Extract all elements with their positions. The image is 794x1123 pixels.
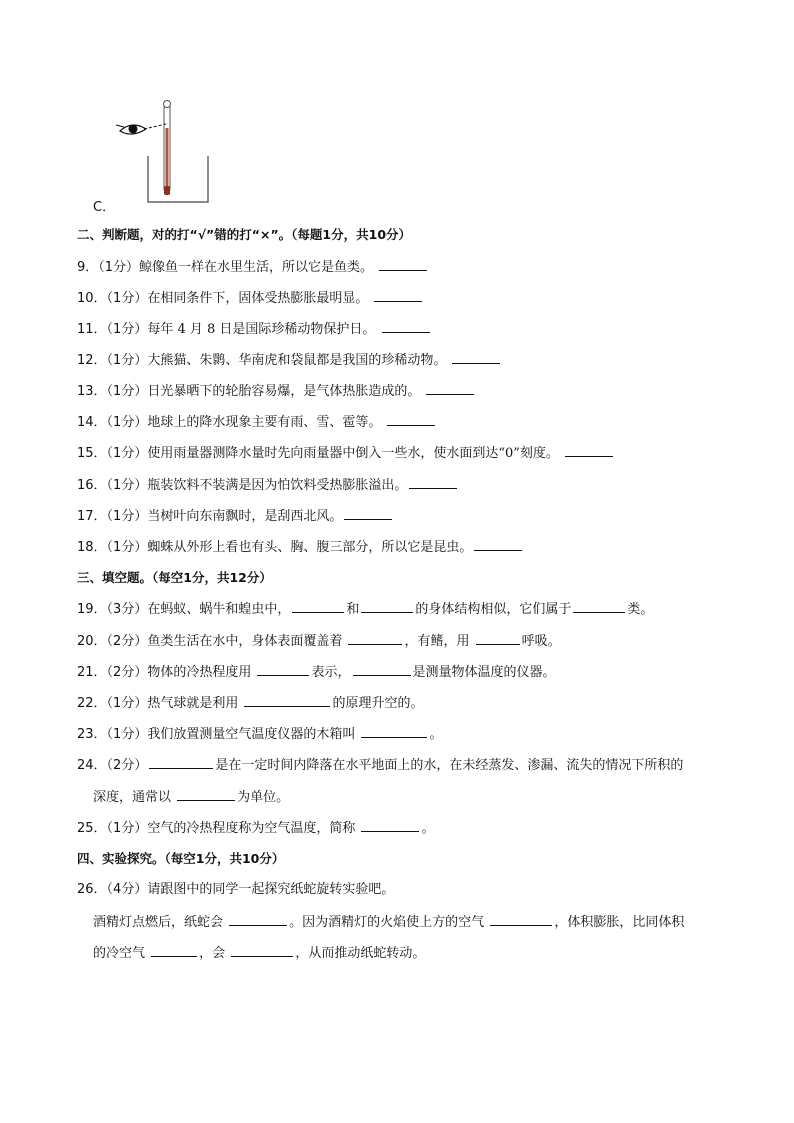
answer-blank[interactable] [149, 756, 213, 769]
answer-blank[interactable] [476, 632, 520, 645]
answer-blank[interactable] [231, 944, 293, 957]
answer-blank[interactable] [348, 632, 402, 645]
question-16: 16．（1分）瓶装饮料不装满是因为怕饮料受热膨胀溢出。 [77, 476, 459, 495]
question-9: 9．（1分）鲸像鱼一样在水里生活，所以它是鱼类。 [77, 258, 429, 277]
answer-blank[interactable] [426, 382, 474, 395]
answer-blank[interactable] [379, 258, 427, 271]
question-17: 17．（1分）当树叶向东南飘时，是刮西北风。 [77, 507, 394, 526]
question-18: 18．（1分）蜘蛛从外形上看也有头、胸、腹三部分，所以它是昆虫。 [77, 538, 524, 557]
question-12: 12．（1分）大熊猫、朱鹮、华南虎和袋鼠都是我国的珍稀动物。 [77, 351, 502, 370]
section-2-title: 二、判断题，对的打“√”错的打“×”。（每题1分，共10分） [77, 227, 412, 242]
answer-blank[interactable] [257, 663, 309, 676]
thermometer-bulb [164, 186, 170, 195]
answer-blank[interactable] [382, 320, 430, 333]
answer-blank[interactable] [387, 413, 435, 426]
question-26-line-3: 的冷空气 ，会 ，从而推动纸蛇转动。 [93, 946, 426, 961]
question-22: 22．（1分）热气球就是利用 的原理升空的。 [77, 696, 424, 711]
question-10: 10．（1分）在相同条件下，固体受热膨胀最明显。 [77, 289, 424, 308]
answer-blank[interactable] [361, 819, 419, 832]
question-15: 15．（1分）使用雨量器测降水量时先向雨量器中倒入一些水，使水面到达“0”刻度。 [77, 444, 615, 463]
beaker-outline [148, 156, 208, 202]
question-25: 25．（1分）空气的冷热程度称为空气温度，简称 。 [77, 821, 435, 836]
question-24-line-2: 深度，通常以 为单位。 [93, 790, 290, 805]
answer-blank[interactable] [353, 663, 411, 676]
question-13: 13．（1分）日光暴晒下的轮胎容易爆，是气体热胀造成的。 [77, 382, 476, 401]
question-26: 26．（4分）请跟图中的同学一起探究纸蛇旋转实验吧。 [77, 882, 395, 897]
question-11: 11．（1分）每年 4 月 8 日是国际珍稀动物保护日。 [77, 320, 432, 339]
answer-blank[interactable] [361, 600, 413, 613]
answer-blank[interactable] [361, 725, 427, 738]
section-4-title: 四、实验探究。（每空1分，共10分） [77, 851, 285, 866]
eye-pupil [129, 125, 138, 134]
answer-blank[interactable] [409, 476, 457, 489]
thermometer-liquid [166, 128, 169, 190]
question-26-line-2: 酒精灯点燃后，纸蛇会 。因为酒精灯的火焰使上方的空气 ，体积膨胀，比同体积 [93, 915, 685, 930]
answer-blank[interactable] [573, 600, 625, 613]
answer-blank[interactable] [292, 600, 344, 613]
answer-blank[interactable] [565, 444, 613, 457]
question-20: 20．（2分）鱼类生活在水中，身体表面覆盖着 ，有鳍，用 呼吸。 [77, 634, 561, 649]
question-23: 23．（1分）我们放置测量空气温度仪器的木箱叫 。 [77, 727, 443, 742]
answer-blank[interactable] [474, 538, 522, 551]
thermometer-top [164, 101, 171, 108]
sight-line [144, 124, 166, 129]
section-3-title: 三、填空题。（每空1分，共12分） [77, 570, 272, 585]
answer-blank[interactable] [177, 788, 235, 801]
answer-blank[interactable] [151, 944, 197, 957]
question-21: 21．（2分）物体的冷热程度用 表示， 是测量物体温度的仪器。 [77, 665, 556, 680]
question-14: 14．（1分）地球上的降水现象主要有雨、雪、雹等。 [77, 413, 437, 432]
option-c-label: C． [93, 200, 116, 215]
question-19: 19．（3分）在蚂蚁、蜗牛和蝗虫中， 和 的身体结构相似，它们属于 类。 [77, 602, 654, 617]
question-24: 24．（2分） 是在一定时间内降落在水平地面上的水，在未经蒸发、渗漏、流失的情况下所积的 [77, 758, 684, 773]
answer-blank[interactable] [452, 351, 500, 364]
answer-blank[interactable] [490, 913, 552, 926]
answer-blank[interactable] [229, 913, 287, 926]
answer-blank[interactable] [344, 507, 392, 520]
thermometer-reading-figure [110, 98, 220, 210]
answer-blank[interactable] [374, 289, 422, 302]
answer-blank[interactable] [244, 694, 330, 707]
